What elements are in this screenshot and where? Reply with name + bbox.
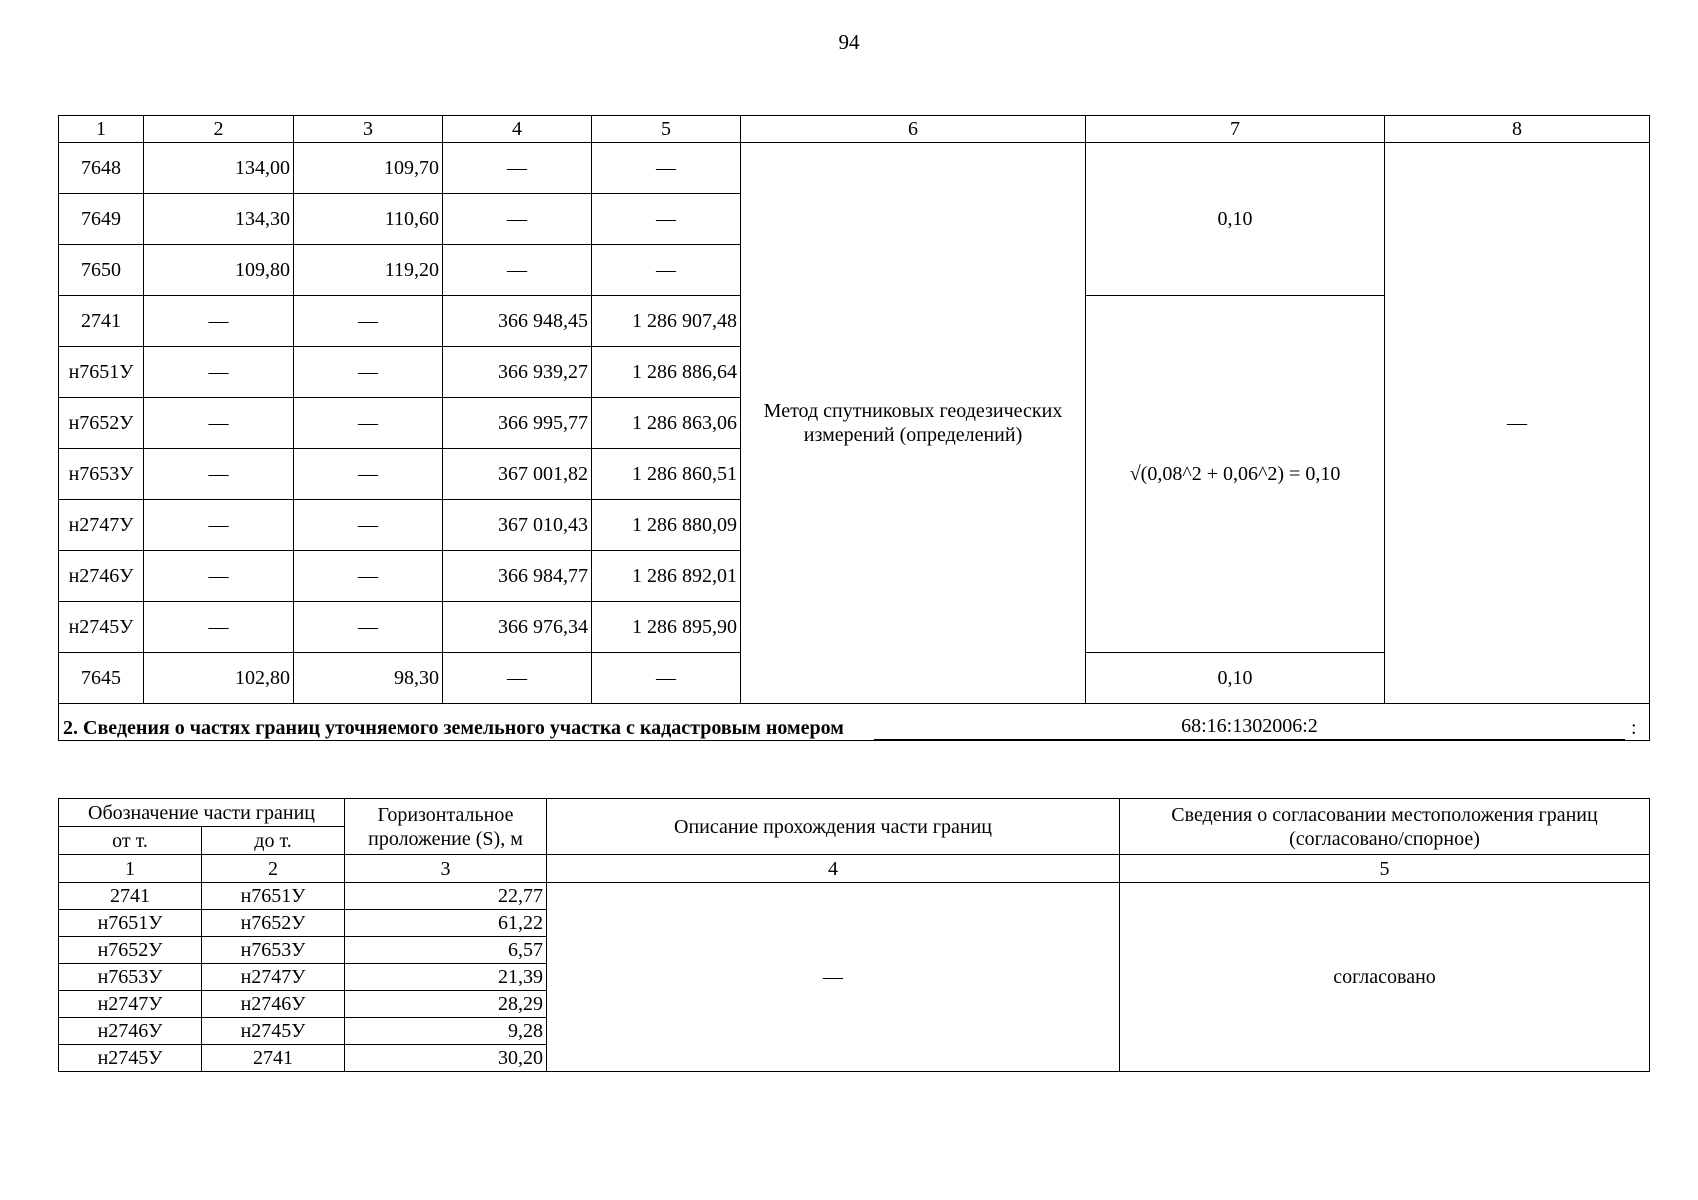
horizontal-distance: 6,57 [345, 937, 547, 964]
to-header: до т. [202, 827, 345, 855]
table-row [59, 143, 1650, 194]
point-name: 7645 [59, 653, 144, 704]
cell-value: — [144, 296, 294, 347]
cell-value: 366 995,77 [443, 398, 592, 449]
accuracy-top-cell: 0,10 [1086, 143, 1385, 296]
column-number: 2 [202, 855, 345, 883]
cell-value: — [592, 653, 741, 704]
horizontal-distance: 21,39 [345, 964, 547, 991]
cell-value: — [294, 449, 443, 500]
description-cell: — [547, 883, 1120, 1072]
cell-value: 119,20 [294, 245, 443, 296]
column-number: 6 [741, 116, 1086, 143]
agreement-cell: согласовано [1120, 883, 1650, 1072]
cell-value: — [294, 398, 443, 449]
point-name: н7653У [59, 449, 144, 500]
cell-value: 1 286 895,90 [592, 602, 741, 653]
to-point: н2745У [202, 1018, 345, 1045]
cell-value: 367 010,43 [443, 500, 592, 551]
point-name: 7648 [59, 143, 144, 194]
cell-value: — [592, 245, 741, 296]
point-name: 2741 [59, 296, 144, 347]
point-name: н2745У [59, 602, 144, 653]
section-heading [59, 704, 1650, 741]
section-colon: : [1631, 717, 1637, 739]
cell-value: — [294, 602, 443, 653]
boundary-points-table [58, 115, 1650, 741]
column-number: 4 [547, 855, 1120, 883]
page-number: 94 [838, 30, 860, 54]
cell-value: — [592, 194, 741, 245]
cell-value: — [144, 602, 294, 653]
col8-cell: — [1385, 143, 1650, 704]
to-point: н7653У [202, 937, 345, 964]
cell-value: 134,30 [144, 194, 294, 245]
column-number: 2 [144, 116, 294, 143]
column-number: 5 [592, 116, 741, 143]
cell-value: 109,80 [144, 245, 294, 296]
cell-value: 98,30 [294, 653, 443, 704]
cell-value: 366 976,34 [443, 602, 592, 653]
horizontal-distance: 30,20 [345, 1045, 547, 1072]
cell-value: — [144, 500, 294, 551]
horizontal-distance: 22,77 [345, 883, 547, 910]
horizontal-distance: 61,22 [345, 910, 547, 937]
cell-value: — [144, 398, 294, 449]
description-header: Описание прохождения части границ [547, 799, 1120, 855]
cell-value: — [592, 143, 741, 194]
cell-value: 110,60 [294, 194, 443, 245]
cell-value: 109,70 [294, 143, 443, 194]
horizontal-distance: 9,28 [345, 1018, 547, 1045]
from-point: н2747У [59, 991, 202, 1018]
point-name: н7652У [59, 398, 144, 449]
cell-value: — [144, 551, 294, 602]
cell-value: — [443, 143, 592, 194]
cell-value: 367 001,82 [443, 449, 592, 500]
from-point: н7653У [59, 964, 202, 991]
from-point: н2746У [59, 1018, 202, 1045]
column-number: 3 [294, 116, 443, 143]
table-header-row [59, 116, 1650, 143]
horizontal-header: Горизонтальное проложение (S), м [345, 799, 547, 855]
designation-header: Обозначение части границ [59, 799, 345, 827]
table-header-row [59, 799, 1650, 827]
cell-value: — [294, 551, 443, 602]
cell-value: 1 286 907,48 [592, 296, 741, 347]
column-number: 7 [1086, 116, 1385, 143]
cell-value: 1 286 860,51 [592, 449, 741, 500]
from-point: н7652У [59, 937, 202, 964]
table-row [59, 883, 1650, 910]
accuracy-bottom-cell: 0,10 [1086, 653, 1385, 704]
cell-value: — [144, 347, 294, 398]
column-number: 4 [443, 116, 592, 143]
cell-value: — [443, 245, 592, 296]
point-name: н7651У [59, 347, 144, 398]
cell-value: 1 286 863,06 [592, 398, 741, 449]
horizontal-distance: 28,29 [345, 991, 547, 1018]
method-cell: Метод спутниковых геодезических измерений (определений) [741, 143, 1086, 704]
cell-value: 1 286 886,64 [592, 347, 741, 398]
cell-value: 134,00 [144, 143, 294, 194]
boundary-parts-table [58, 798, 1650, 1072]
agreement-header: Сведения о согласовании местоположения границ (согласовано/спорное) [1120, 799, 1650, 855]
cell-value: 1 286 892,01 [592, 551, 741, 602]
cell-value: — [294, 500, 443, 551]
cell-value: 366 939,27 [443, 347, 592, 398]
column-number: 3 [345, 855, 547, 883]
to-point: н7652У [202, 910, 345, 937]
point-name: н2747У [59, 500, 144, 551]
from-point: н7651У [59, 910, 202, 937]
cell-value: 102,80 [144, 653, 294, 704]
column-number: 1 [59, 855, 202, 883]
to-point: н7651У [202, 883, 345, 910]
column-number: 8 [1385, 116, 1650, 143]
from-header: от т. [59, 827, 202, 855]
to-point: 2741 [202, 1045, 345, 1072]
column-number: 1 [59, 116, 144, 143]
from-point: н2745У [59, 1045, 202, 1072]
cell-value: 366 948,45 [443, 296, 592, 347]
to-point: н2747У [202, 964, 345, 991]
cell-value: — [443, 194, 592, 245]
point-name: н2746У [59, 551, 144, 602]
to-point: н2746У [202, 991, 345, 1018]
section-heading-row [59, 704, 1650, 741]
from-point: 2741 [59, 883, 202, 910]
cell-value: 366 984,77 [443, 551, 592, 602]
cell-value: — [294, 296, 443, 347]
point-name: 7649 [59, 194, 144, 245]
point-name: 7650 [59, 245, 144, 296]
accuracy-middle-cell: √(0,08^2 + 0,06^2) = 0,10 [1086, 296, 1385, 653]
section-title: 2. Сведения о частях границ уточняемого земельного участка с кадастровым номером [63, 717, 844, 739]
cell-value: — [443, 653, 592, 704]
cell-value: — [294, 347, 443, 398]
cadastral-number: 68:16:1302006:2 [874, 713, 1625, 740]
column-number-row [59, 855, 1650, 883]
column-number: 5 [1120, 855, 1650, 883]
cell-value: — [144, 449, 294, 500]
cell-value: 1 286 880,09 [592, 500, 741, 551]
